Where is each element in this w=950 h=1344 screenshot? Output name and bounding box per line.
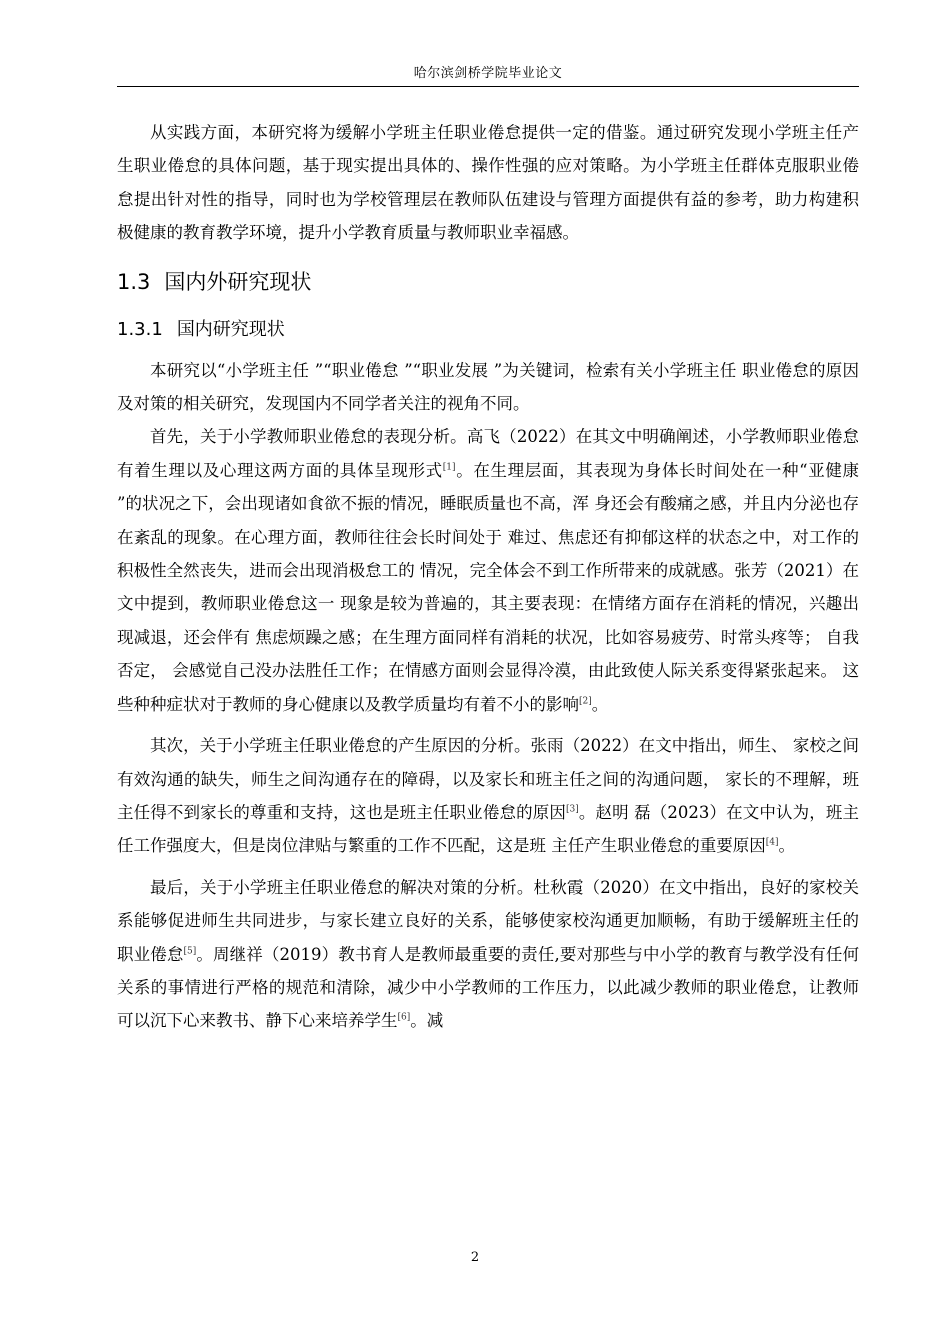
paragraph-text: 其次，关于小学班主任职业倦怠的产生原因的分析。张雨（2022）在文中指出，师生、 家校之间有效沟通的缺失，师生之间沟通存在的障碍，以及家长和班主任之间的沟通问题， 家长的不理解，班主任得不到家长的尊重和支持，这也是班主任职业倦怠的原因 xyxy=(117,736,859,822)
page-number: 2 xyxy=(470,1250,480,1265)
paragraph-manifestations xyxy=(117,420,859,721)
paragraph-text: 。减 xyxy=(410,1011,444,1031)
section-number: 1.3 xyxy=(117,269,151,294)
citation-6[interactable]: [6] xyxy=(397,1012,411,1023)
document-body xyxy=(117,116,859,1038)
section-heading-1-3 xyxy=(117,258,859,306)
paragraph-keywords: 本研究以“小学班主任 ”“职业倦怠 ”“职业发展 ”为关键词，检索有关小学班主任 职业倦怠的原因及对策的相关研究，发现国内不同学者关注的视角不同。 xyxy=(117,360,859,414)
citation-1[interactable]: [1] xyxy=(442,462,456,473)
paragraph-text: 首先，关于小学教师职业倦怠的表现分析。高飞（2022）在其文中明确阐述，小学教师职业倦怠有着生理以及心理这两方面的具体呈现形式 xyxy=(117,427,859,480)
header-divider xyxy=(117,86,859,87)
paragraph-text: 最后，关于小学班主任职业倦怠的解决对策的分析。杜秋霞（2020）在文中指出，良好的家校关系能够促进师生共同进步，与家长建立良好的关系，能够使家校沟通更加顺畅，有助于缓解班主任的职业倦怠 xyxy=(117,877,859,964)
section-title: 国内外研究现状 xyxy=(164,269,312,294)
paragraph-text: 。 xyxy=(591,694,609,714)
page-header: 哈尔滨剑桥学院毕业论文 xyxy=(413,66,563,81)
subsection-title: 国内研究现状 xyxy=(176,318,285,340)
paragraph-text: 。周继祥（2019）教书育人是教师最重要的责任,要对那些与中小学的教育与教学没有任何关系的事情进行严格的规范和清除，减少中小学教师的工作压力，以此减少教师的职业倦怠，让教师可以沉下心来教书、静下心来培养学生 xyxy=(117,944,859,1031)
paragraph-countermeasures xyxy=(117,871,859,1038)
citation-4[interactable]: [4] xyxy=(765,837,779,848)
subsection-number: 1.3.1 xyxy=(117,318,163,340)
citation-2[interactable]: [2] xyxy=(579,696,592,707)
paragraph-causes xyxy=(117,729,859,863)
citation-3[interactable]: [3] xyxy=(565,804,579,815)
paragraph-text: 。在生理层面，其表现为身体长时间处在一种“亚健康 ”的状况之下，会出现诸如食欲不振的情况，睡眠质量也不高，浑 身还会有酸痛之感，并且内分泌也存在紊乱的现象。在心理方面，教师往往会长时间处于 难过、焦虑还有抑郁这样的状态之中，对工作的积极性全然丧失，进而会出现消极怠工的 情况，完全体会不到工作所带来的成就感。张芳（2021）在文中提到，教师职业倦怠这一 现象是较为普遍的，其主要表现：在情绪方面存在消耗的情况，兴趣出现减退，还会伴有 焦虑烦躁之感；在生理方面同样有消耗的状况，比如容易疲劳、时常头疼等； 自我否定， 会感觉自己没办法胜任工作；在情感方面则会显得冷漠，由此致使人际关系变得紧张起来。 这些种种症状对于教师的身心健康以及教学质量均有着不小的影响 xyxy=(117,460,860,714)
paragraph-practical-significance: 从实践方面，本研究将为缓解小学班主任职业倦怠提供一定的借鉴。通过研究发现小学班主任产生职业倦怠的具体问题，基于现实提出具体的、操作性强的应对策略。为小学班主任群体克服职业倦怠提出针对性的指导，同时也为学校管理层在教师队伍建设与管理方面提供有益的参考，助力构建积极健康的教育教学环境，提升小学教育质量与教师职业幸福感。 xyxy=(117,123,859,243)
paragraph-text: 。赵明 磊（2023）在文中认为，班主任工作强度大，但是岗位津贴与繁重的工作不匹配，这是班 主任产生职业倦怠的重要原因 xyxy=(117,802,860,856)
subsection-heading-1-3-1 xyxy=(117,306,859,354)
citation-5[interactable]: [5] xyxy=(183,946,197,957)
paragraph-text: 。 xyxy=(778,836,795,856)
